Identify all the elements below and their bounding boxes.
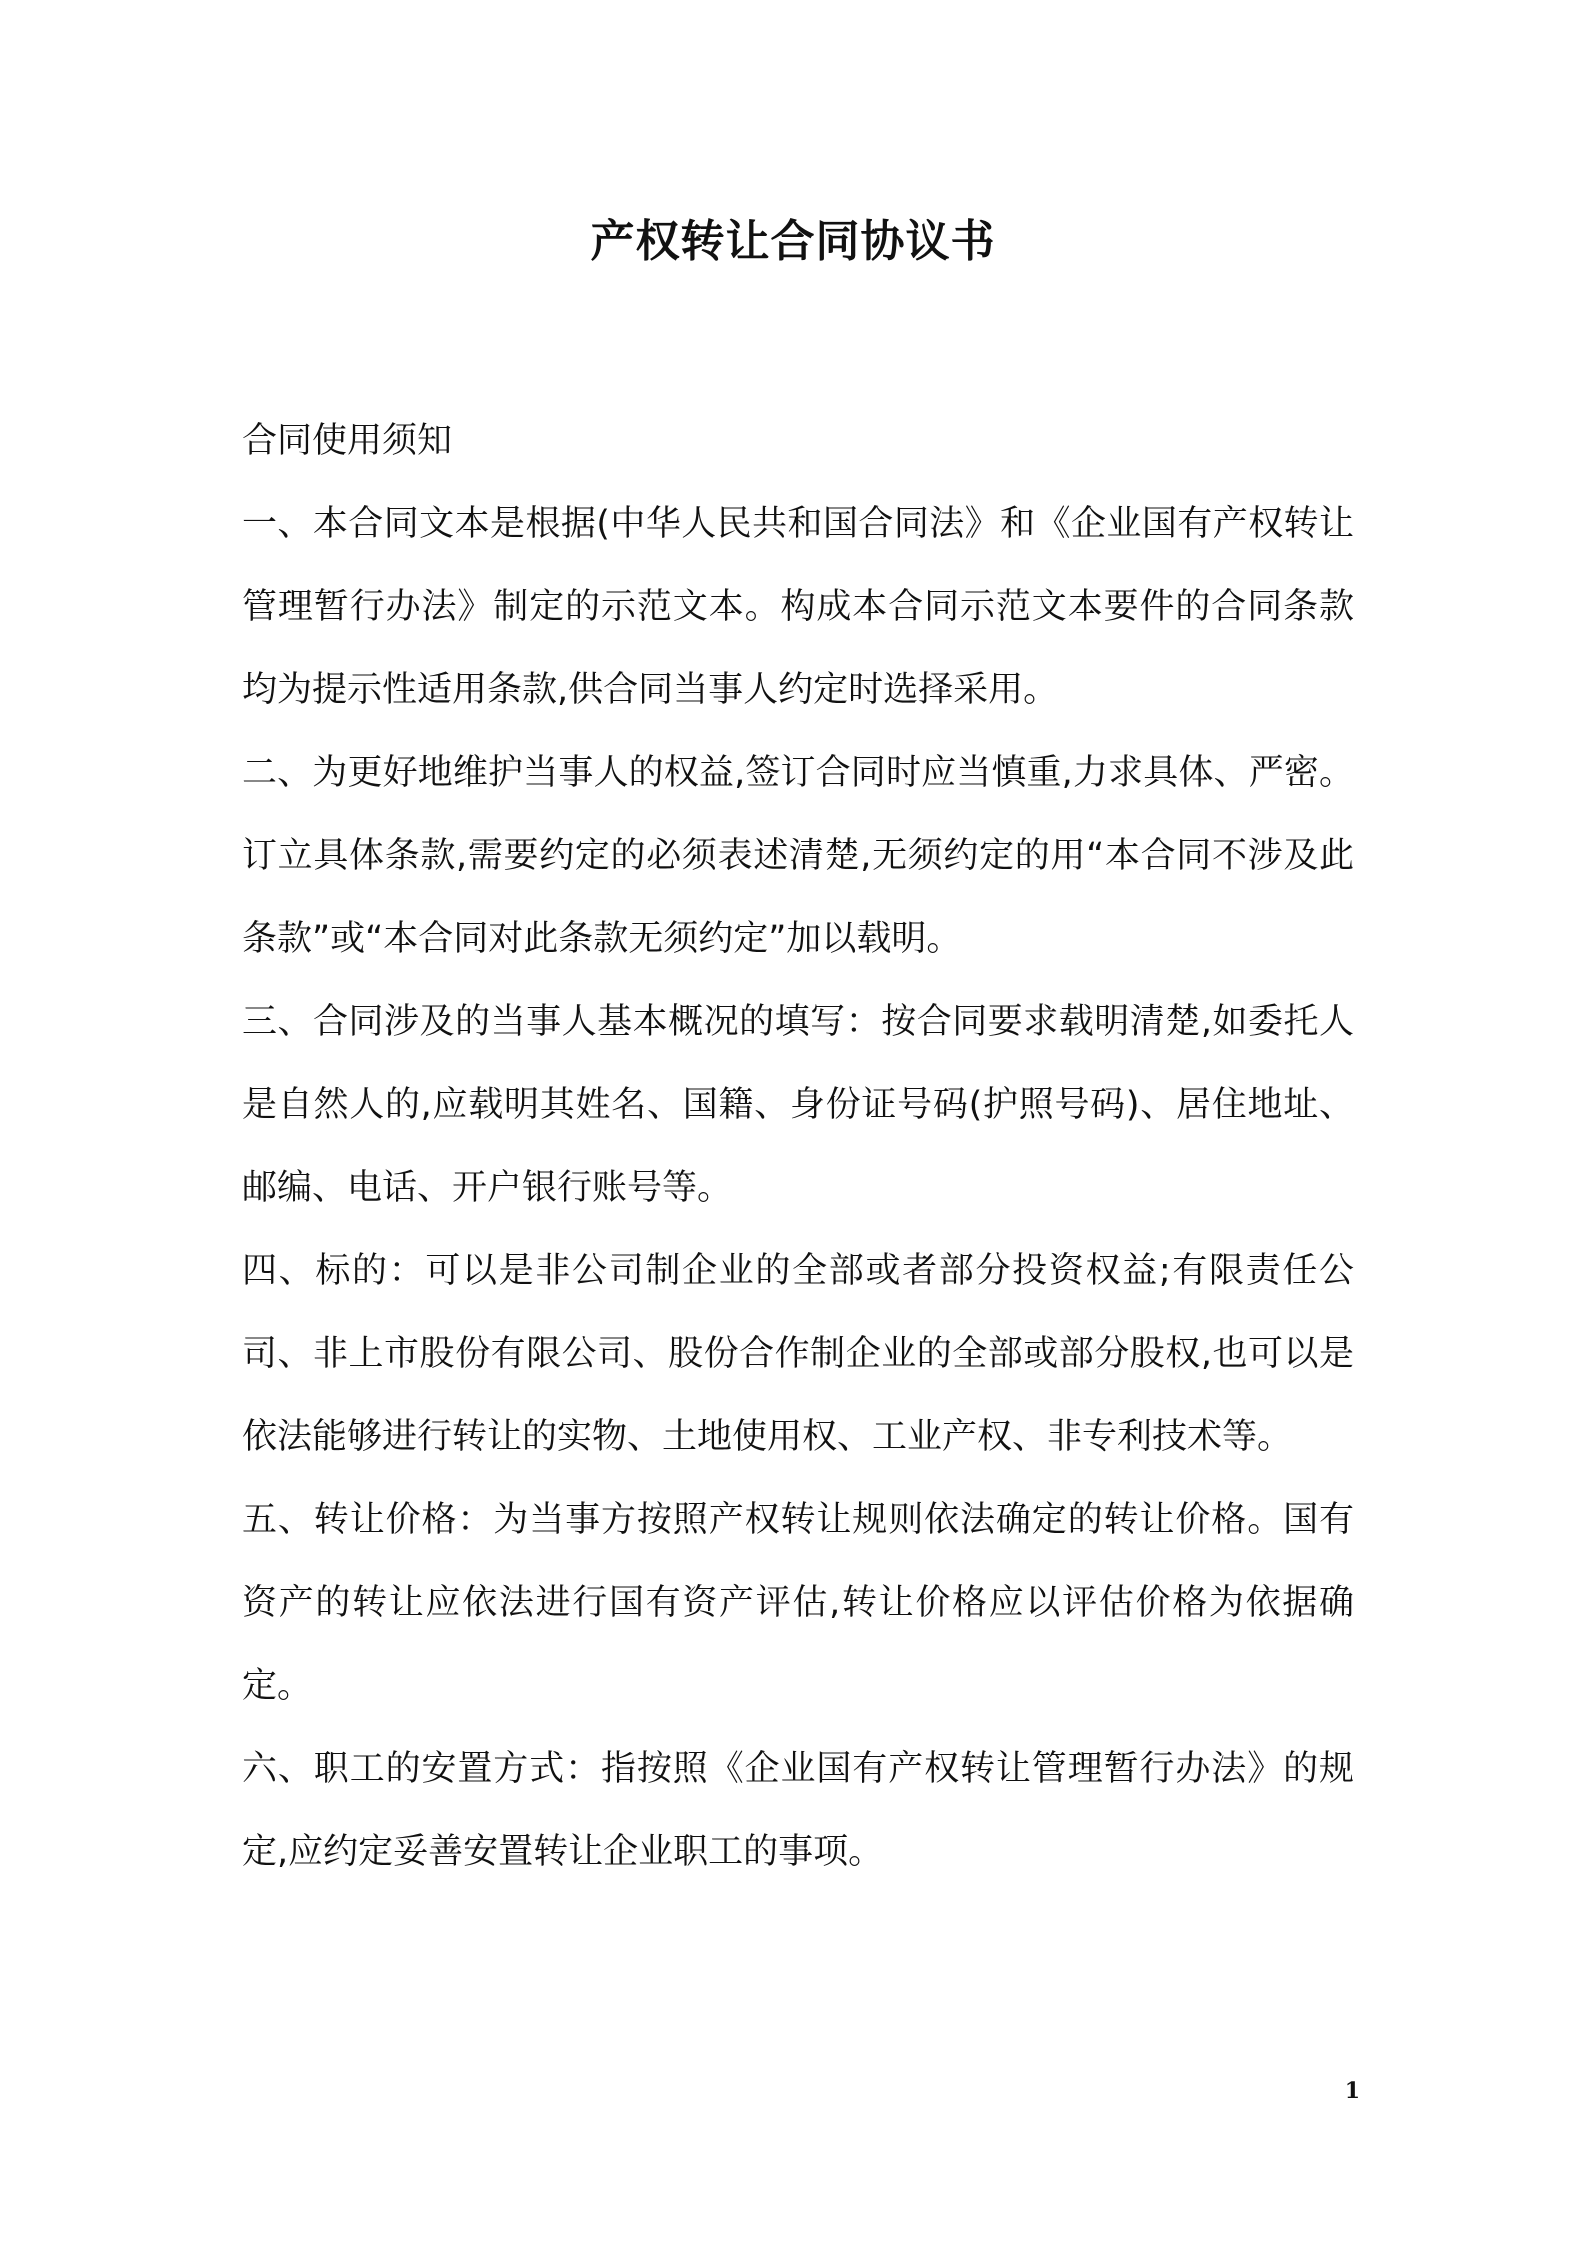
section-heading: 合同使用须知 [242,421,453,461]
page-number: 1 [1344,2078,1360,2104]
paragraph-4: 四、标的：可以是非公司制企业的全部或者部分投资权益;有限责任公司、非上市股份有限公司、股份合作制企业的全部或部分股权,也可以是依法能够进行转让的实物、土地使用权、工业产权、非专利技术等。 [242,1251,1354,1457]
document-title: 产权转让合同协议书 [590,216,996,267]
paragraph-3: 三、合同涉及的当事人基本概况的填写：按合同要求载明清楚,如委托人是自然人的,应载明其姓名、国籍、身份证号码(护照号码)、居住地址、邮编、电话、开户银行账号等。 [242,1002,1354,1208]
paragraph-5: 五、转让价格：为当事方按照产权转让规则依法确定的转让价格。国有资产的转让应依法进行国有资产评估,转让价格应以评估价格为依据确定。 [242,1500,1354,1706]
document-body [242,400,1354,1894]
paragraph-6: 六、职工的安置方式：指按照《企业国有产权转让管理暂行办法》的规定,应约定妥善安置转让企业职工的事项。 [242,1749,1354,1872]
paragraph-1: 一、本合同文本是根据(中华人民共和国合同法》和《企业国有产权转让管理暂行办法》制定的示范文本。构成本合同示范文本要件的合同条款均为提示性适用条款,供合同当事人约定时选择采用。 [242,504,1354,710]
paragraph-2: 二、为更好地维护当事人的权益,签订合同时应当慎重,力求具体、严密。订立具体条款,需要约定的必须表述清楚,无须约定的用“本合同不涉及此条款”或“本合同对此条款无须约定”加以载明。 [242,753,1354,959]
